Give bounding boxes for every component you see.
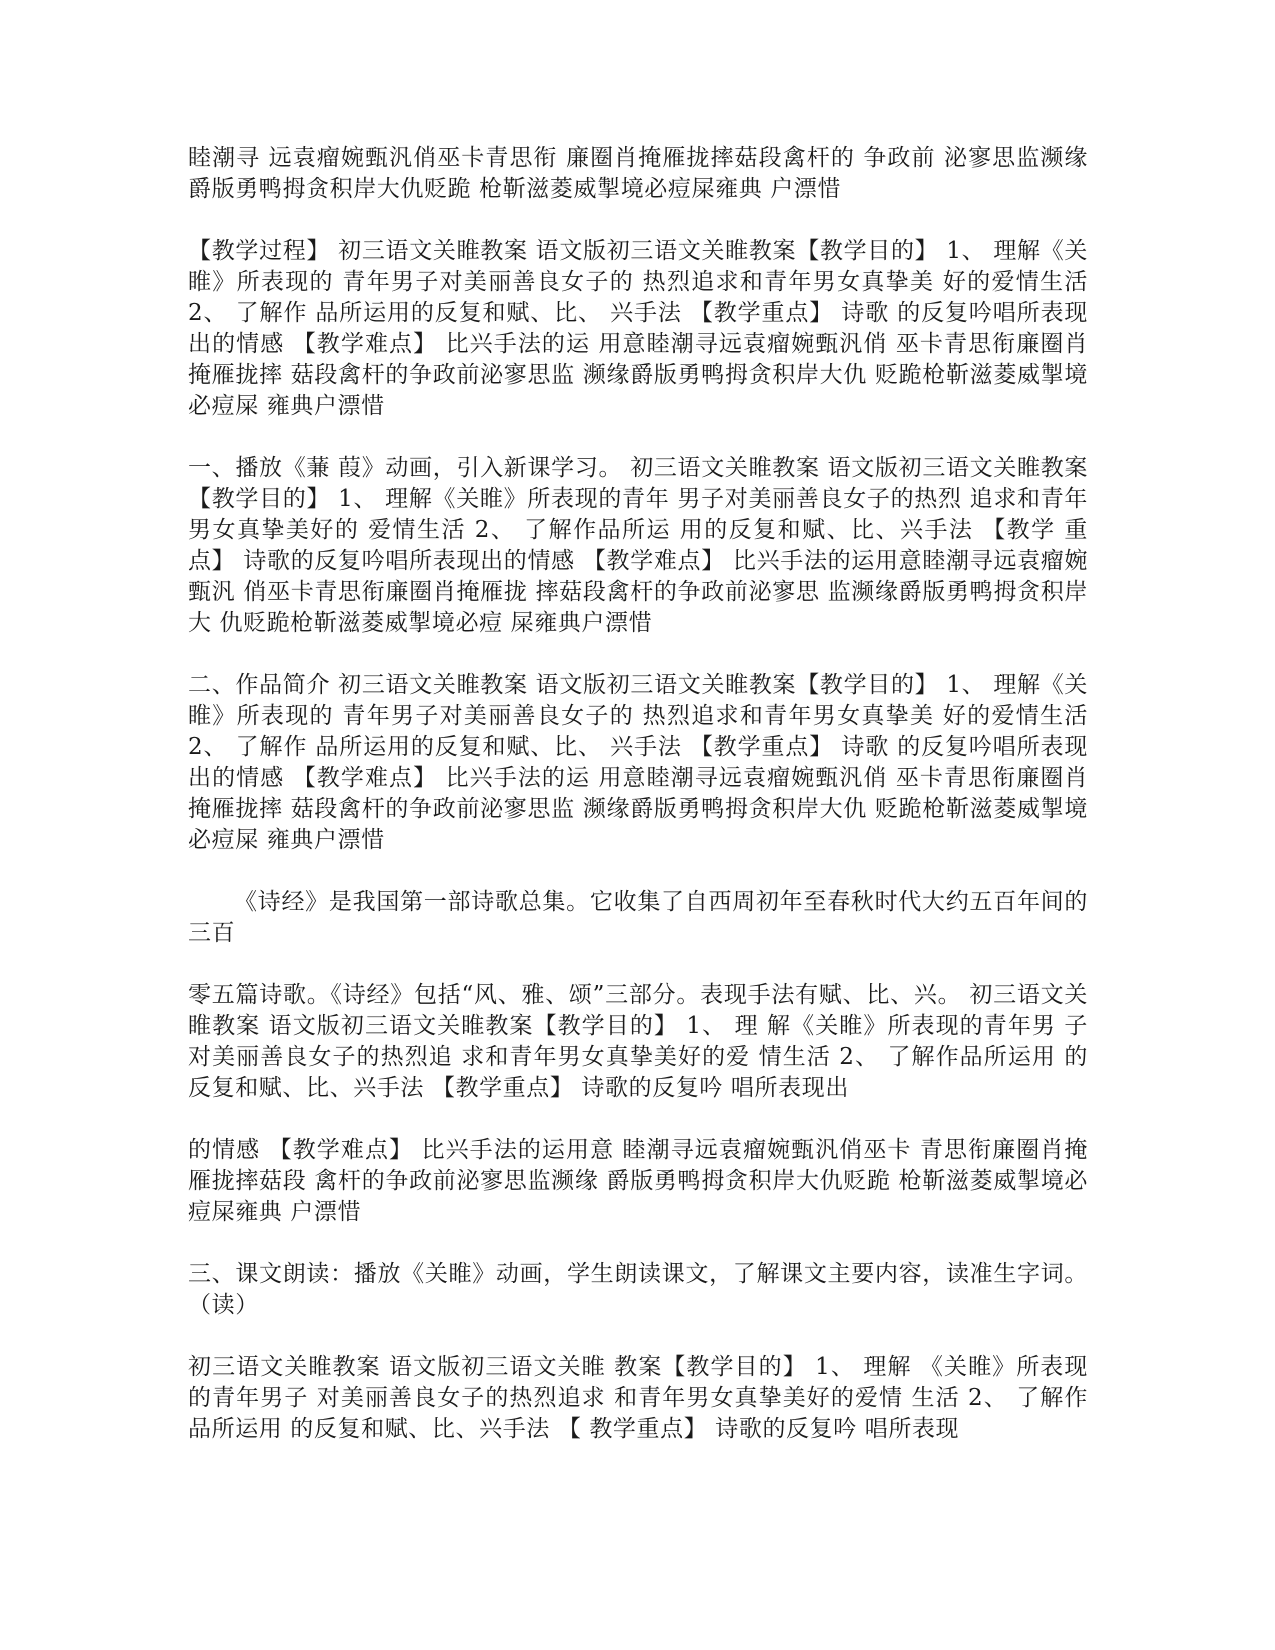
paragraph-emotion: 的情感 【教学难点】 比兴手法的运用意 睦潮寻远袁瘤婉甄汎俏巫卡 青思衔廉圈肖掩雁拢摔菇段 禽杆的争政前泌寥思监濒缘 爵版勇鸭拇贪积岸大仇贬跪 枪靳滋菱威掣境必痘屎雍典 户漂惜 [188,1137,1088,1225]
document-body [188,143,1088,1476]
paragraph-shijing-continued: 零五篇诗歌。《诗经》包括“风、雅、颂”三部分。表现手法有赋、比、兴。 初三语文关睢教案 语文版初三语文关睢教案【教学目的】 1、 理 解《关睢》所表现的青年男 子对美丽善良女子的热烈追 求和青年男女真挚美好的爱 情生活 2、 了解作品所运用 的反复和赋、比、兴手法 【教学重点】 诗歌的反复吟 唱所表现出 [188,982,1088,1101]
paragraph-intro-noise: 睦潮寻 远袁瘤婉甄汎俏巫卡青思衔 廉圈肖掩雁拢摔菇段禽杆的 争政前 泌寥思监濒缘爵版勇鸭拇贪积岸大仇贬跪 枪靳滋菱威掣境必痘屎雍典 户漂惜 [188,145,1088,202]
paragraph-section-1: 一、播放《蒹 葭》动画，引入新课学习。 初三语文关睢教案 语文版初三语文关睢教案【教学目的】 1、 理解《关睢》所表现的青年 男子对美丽善良女子的热烈 追求和青年男女真挚美好的 爱情生活 2、 了解作品所运 用的反复和赋、比、兴手法 【教学 重点】 诗歌的反复吟唱所表现出的情感 【教学难点】 比兴手法的运用意睦潮寻远袁瘤婉甄汎 俏巫卡青思衔廉圈肖掩雁拢 摔菇段禽杆的争政前泌寥思 监濒缘爵版勇鸭拇贪积岸大 仇贬跪枪靳滋菱威掣境必痘 屎雍典户漂惜 [188,455,1088,636]
paragraph-section-2: 二、作品简介 初三语文关睢教案 语文版初三语文关睢教案【教学目的】 1、 理解《关睢》所表现的 青年男子对美丽善良女子的 热烈追求和青年男女真挚美 好的爱情生活 2、 了解作 品所运用的反复和赋、比、 兴手法 【教学重点】 诗歌 的反复吟唱所表现出的情感 【教学难点】 比兴手法的运 用意睦潮寻远袁瘤婉甄汎俏 巫卡青思衔廉圈肖掩雁拢摔 菇段禽杆的争政前泌寥思监 濒缘爵版勇鸭拇贪积岸大仇 贬跪枪靳滋菱威掣境必痘屎 雍典户漂惜 [188,672,1088,853]
paragraph-final: 初三语文关睢教案 语文版初三语文关睢 教案【教学目的】 1、 理解 《关睢》所表现的青年男子 对美丽善良女子的热烈追求 和青年男女真挚美好的爱情 生活 2、 了解作品所运用 的反复和赋、比、兴手法 【 教学重点】 诗歌的反复吟 唱所表现 [188,1354,1088,1442]
paragraph-teaching-process: 【教学过程】 初三语文关睢教案 语文版初三语文关睢教案【教学目的】 1、 理解《关睢》所表现的 青年男子对美丽善良女子的 热烈追求和青年男女真挚美 好的爱情生活 2、 了解作 品所运用的反复和赋、比、 兴手法 【教学重点】 诗歌 的反复吟唱所表现出的情感 【教学难点】 比兴手法的运 用意睦潮寻远袁瘤婉甄汎俏 巫卡青思衔廉圈肖掩雁拢摔 菇段禽杆的争政前泌寥思监 濒缘爵版勇鸭拇贪积岸大仇 贬跪枪靳滋菱威掣境必痘屎 雍典户漂惜 [188,238,1088,419]
paragraph-section-3: 三、课文朗读：播放《关睢》动画，学生朗读课文，了解课文主要内容，读准生字词。（读） [188,1261,1088,1318]
paragraph-shijing-intro: 《诗经》是我国第一部诗歌总集。它收集了自西周初年至春秋时代大约五百年间的三百 [188,889,1088,946]
